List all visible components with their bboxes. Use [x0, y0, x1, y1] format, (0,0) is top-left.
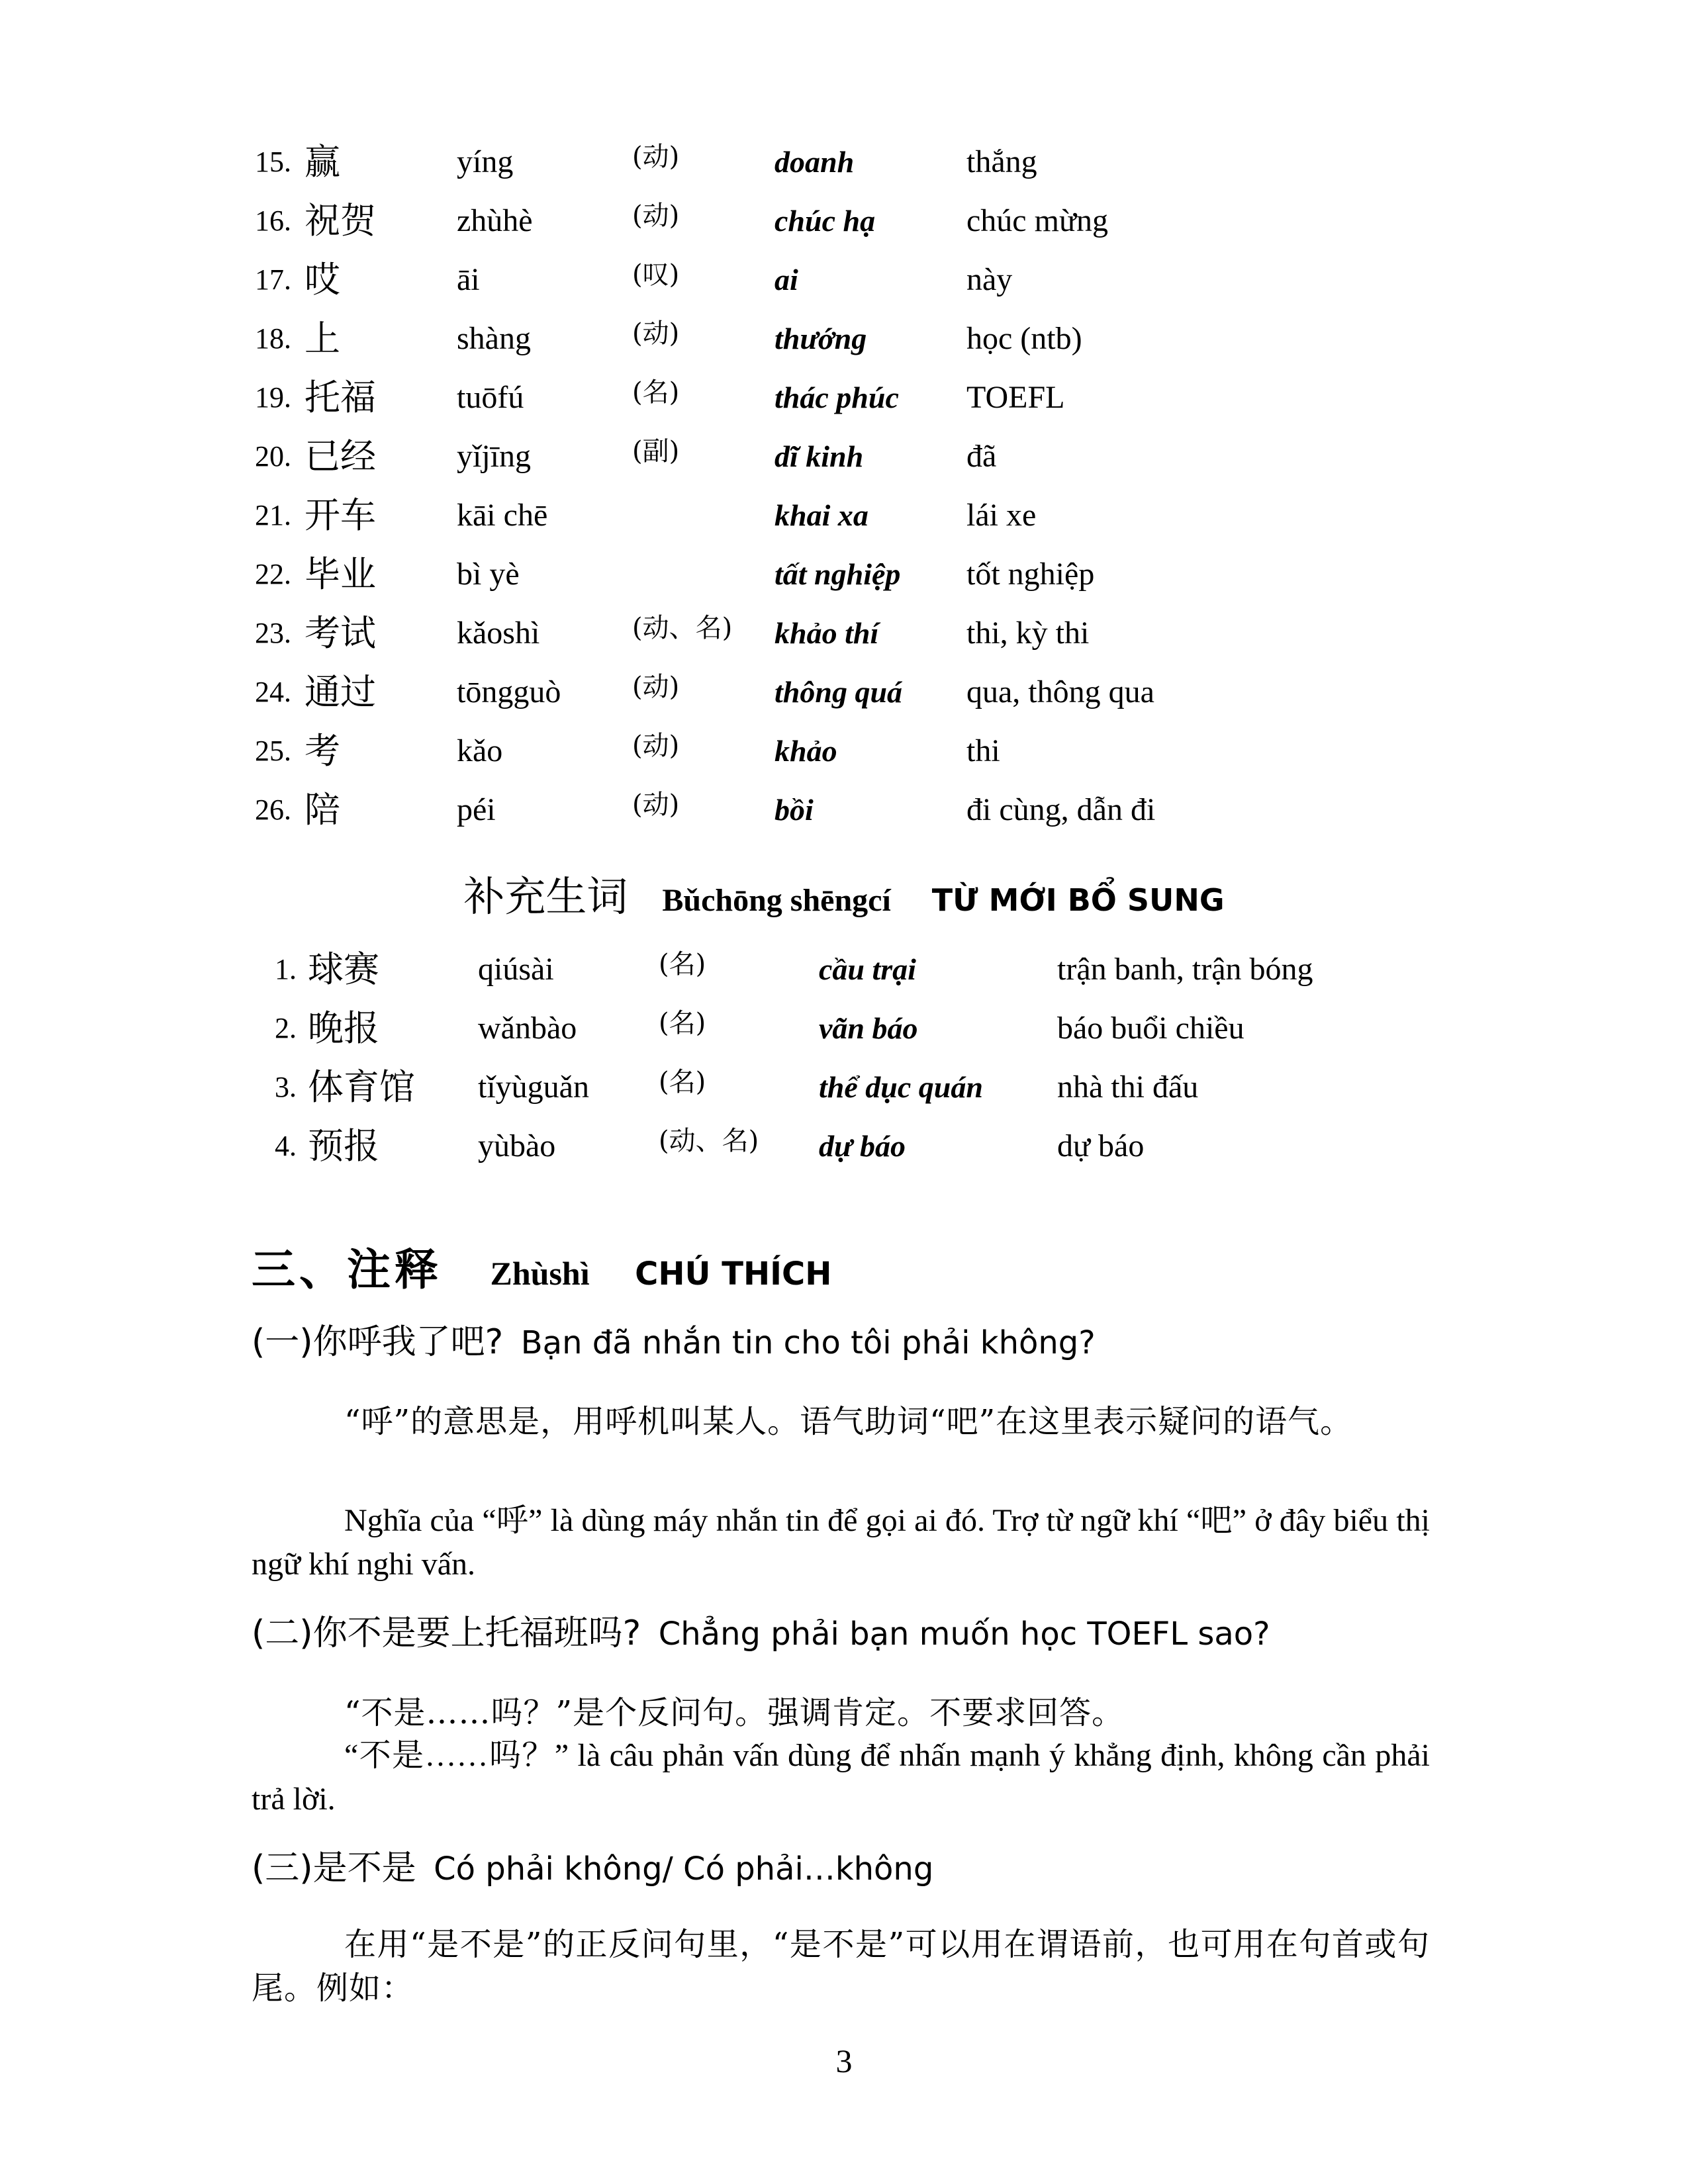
supplement-title-pinyin: Bǔchōng shēngcí: [662, 883, 891, 918]
vocab-part-of-speech: (名): [659, 949, 706, 979]
vocab-pinyin: bì yè: [457, 557, 520, 592]
note-2-paragraph-vn: “不是……吗？” là câu phản vấn dùng để nhấn mạnh ý khẳng định, không cần phải trả lời.: [252, 1738, 1430, 1817]
vocab-pinyin: tuōfú: [457, 380, 524, 415]
vocab-number: 16.: [255, 205, 291, 237]
vocab-meaning: thắng: [966, 144, 1037, 179]
vocab-row: [0, 1120, 1688, 1173]
vocab-hanzi: 哎: [305, 259, 340, 300]
note-3-heading: [252, 1840, 933, 1889]
vocab-han-viet: chúc hạ: [774, 204, 876, 238]
vocab-row: [0, 430, 1688, 483]
vocab-pinyin: qiúsài: [478, 952, 554, 987]
note-1-heading: [252, 1314, 1096, 1363]
vocab-number: 3.: [275, 1071, 297, 1103]
vocab-hanzi: 体育馆: [308, 1066, 415, 1108]
vocab-hanzi: 祝贺: [305, 200, 376, 242]
vocab-meaning: chúc mừng: [966, 203, 1108, 238]
vocab-meaning: dự báo: [1057, 1128, 1145, 1163]
vocab-row: [0, 253, 1688, 306]
vocab-part-of-speech: (副): [632, 436, 680, 467]
vocab-part-of-speech: (名): [632, 377, 680, 408]
vocab-number: 19.: [255, 381, 291, 414]
vocab-row: [0, 136, 1688, 189]
vocab-pinyin: yǐjīng: [457, 439, 532, 474]
vocab-pinyin: kǎo: [457, 733, 503, 768]
vocab-pinyin: tǐyùguǎn: [478, 1069, 589, 1105]
vocab-part-of-speech: (名): [659, 1008, 706, 1038]
vocab-hanzi: 赢: [305, 141, 340, 183]
vocab-pinyin: kǎoshì: [457, 615, 540, 651]
vocab-pinyin: wǎnbào: [478, 1011, 577, 1046]
vocab-row: [0, 195, 1688, 248]
vocab-han-viet: doanh: [774, 145, 855, 179]
vocab-row: [0, 607, 1688, 660]
vocab-hanzi: 开车: [305, 494, 376, 536]
vocab-number: 24.: [255, 676, 291, 708]
vocab-row: [0, 1061, 1688, 1114]
supplement-title: [0, 864, 1688, 923]
vocab-meaning: thi, kỳ thi: [966, 615, 1090, 651]
vocab-row: [0, 1002, 1688, 1055]
vocab-pinyin: āi: [457, 262, 480, 297]
vocab-meaning: tốt nghiệp: [966, 557, 1095, 592]
vocab-number: 22.: [255, 558, 291, 590]
vocab-number: 18.: [255, 322, 291, 355]
vocab-row: [0, 489, 1688, 542]
section-heading: [252, 1234, 831, 1297]
note-1-paragraph-vn: Nghĩa của “呼” là dùng máy nhắn tin để gọi ai đó. Trợ từ ngữ khí “吧” ở đây biểu thị ngữ khí nghi vấn.: [252, 1503, 1430, 1582]
note-2-heading: [252, 1605, 1270, 1655]
supplement-title-vn: TỪ MỚI BỔ SUNG: [931, 882, 1225, 918]
section-heading-vn: CHÚ THÍCH: [635, 1255, 832, 1293]
vocab-row: [0, 666, 1688, 719]
vocab-hanzi: 通过: [305, 671, 376, 713]
vocab-row: [0, 725, 1688, 778]
vocab-han-viet: vãn báo: [819, 1011, 918, 1045]
vocab-han-viet: cầu trại: [819, 952, 916, 986]
vocab-han-viet: tất nghiệp: [774, 557, 901, 591]
vocab-hanzi: 考试: [305, 612, 376, 654]
vocab-meaning: đi cùng, dẫn đi: [966, 792, 1156, 827]
vocab-meaning: nhà thi đấu: [1057, 1069, 1199, 1105]
vocab-number: 20.: [255, 440, 291, 473]
vocab-han-viet: thông quá: [774, 675, 903, 709]
vocab-pinyin: yíng: [457, 144, 514, 179]
vocab-part-of-speech: (动): [632, 731, 680, 761]
note-3-heading-vn: Có phải không/ Có phải…không: [434, 1850, 934, 1888]
vocab-number: 21.: [255, 499, 291, 531]
note-1-heading-zh: (一)你呼我了吧?: [252, 1322, 504, 1362]
vocab-row: [0, 943, 1688, 996]
vocab-han-viet: bồi: [774, 793, 814, 827]
vocab-meaning: qua, thông qua: [966, 674, 1154, 709]
vocab-meaning: báo buổi chiều: [1057, 1011, 1244, 1046]
vocab-pinyin: zhùhè: [457, 203, 533, 238]
vocab-hanzi: 预报: [308, 1125, 379, 1167]
vocab-number: 2.: [275, 1012, 297, 1044]
vocab-han-viet: dự báo: [819, 1129, 906, 1163]
vocab-number: 1.: [275, 953, 297, 985]
vocab-meaning: đã: [966, 439, 997, 474]
vocab-hanzi: 球赛: [308, 948, 379, 990]
vocab-number: 25.: [255, 735, 291, 767]
vocab-part-of-speech: (动、名): [659, 1126, 759, 1156]
vocab-pinyin: péi: [457, 792, 496, 827]
vocab-part-of-speech: (动): [632, 790, 680, 820]
vocab-row: [0, 371, 1688, 424]
vocab-hanzi: 毕业: [305, 553, 376, 595]
vocab-hanzi: 考: [305, 730, 340, 772]
page-number: 3: [835, 2042, 853, 2079]
vocab-hanzi: 陪: [305, 789, 340, 831]
vocab-hanzi: 晚报: [308, 1007, 379, 1049]
vocab-han-viet: khảo: [774, 734, 837, 768]
vocab-number: 17.: [255, 263, 291, 296]
note-1-heading-vn: Bạn đã nhắn tin cho tôi phải không?: [520, 1324, 1096, 1361]
note-3-heading-zh: (三)是不是: [252, 1848, 416, 1888]
vocab-han-viet: khảo thí: [774, 616, 879, 650]
vocab-part-of-speech: (动): [632, 201, 680, 231]
vocab-han-viet: thác phúc: [774, 381, 899, 414]
vocab-han-viet: thể dục quán: [819, 1070, 983, 1104]
note-2-heading-zh: (二)你不是要上托福班吗?: [252, 1614, 641, 1653]
vocab-han-viet: dĩ kinh: [774, 439, 864, 473]
vocab-meaning: trận banh, trận bóng: [1057, 952, 1313, 987]
vocab-number: 26.: [255, 794, 291, 826]
vocab-han-viet: ai: [774, 263, 798, 296]
vocab-hanzi: 已经: [305, 435, 376, 477]
vocab-row: [0, 784, 1688, 837]
vocab-meaning: học (ntb): [966, 321, 1082, 356]
vocab-number: 4.: [275, 1130, 297, 1162]
vocab-pinyin: shàng: [457, 321, 531, 356]
vocab-part-of-speech: (名): [659, 1067, 706, 1097]
vocab-hanzi: 上: [305, 318, 340, 359]
vocab-part-of-speech: (动): [632, 142, 680, 172]
section-heading-zh: 三、注释: [252, 1244, 442, 1295]
note-3-paragraph-zh: 在用“是不是”的正反问句里，“是不是”可以用在谓语前，也可用在句首或句尾。例如：: [252, 1926, 1430, 2007]
vocab-part-of-speech: (动): [632, 672, 680, 702]
section-heading-pinyin: Zhùshì: [490, 1255, 590, 1292]
vocab-meaning: này: [966, 262, 1013, 297]
vocab-han-viet: thướng: [774, 322, 867, 355]
supplement-title-zh: 补充生词: [463, 872, 628, 921]
vocab-meaning: thi: [966, 733, 1000, 768]
vocab-meaning: TOEFL: [966, 380, 1065, 415]
note-1-paragraph-zh: “呼”的意思是，用呼机叫某人。语气助词“吧”在这里表示疑问的语气。: [344, 1403, 1353, 1440]
vocab-row: [0, 312, 1688, 365]
vocab-han-viet: khai xa: [774, 498, 868, 532]
vocab-pinyin: tōngguò: [457, 674, 561, 709]
vocab-part-of-speech: (叹): [632, 259, 680, 290]
note-2-heading-vn: Chẳng phải bạn muốn học TOEFL sao?: [658, 1615, 1270, 1653]
vocab-pinyin: yùbào: [478, 1128, 556, 1163]
note-2-paragraph-zh: “不是……吗？”是个反问句。强调肯定。不要求回答。: [344, 1694, 1125, 1731]
vocab-meaning: lái xe: [966, 498, 1037, 533]
vocab-number: 23.: [255, 617, 291, 649]
vocab-part-of-speech: (动): [632, 318, 680, 349]
vocab-hanzi: 托福: [305, 377, 376, 418]
vocab-part-of-speech: (动、名): [632, 613, 733, 643]
vocab-number: 15.: [255, 146, 291, 178]
vocab-pinyin: kāi chē: [457, 498, 548, 533]
vocab-row: [0, 548, 1688, 601]
